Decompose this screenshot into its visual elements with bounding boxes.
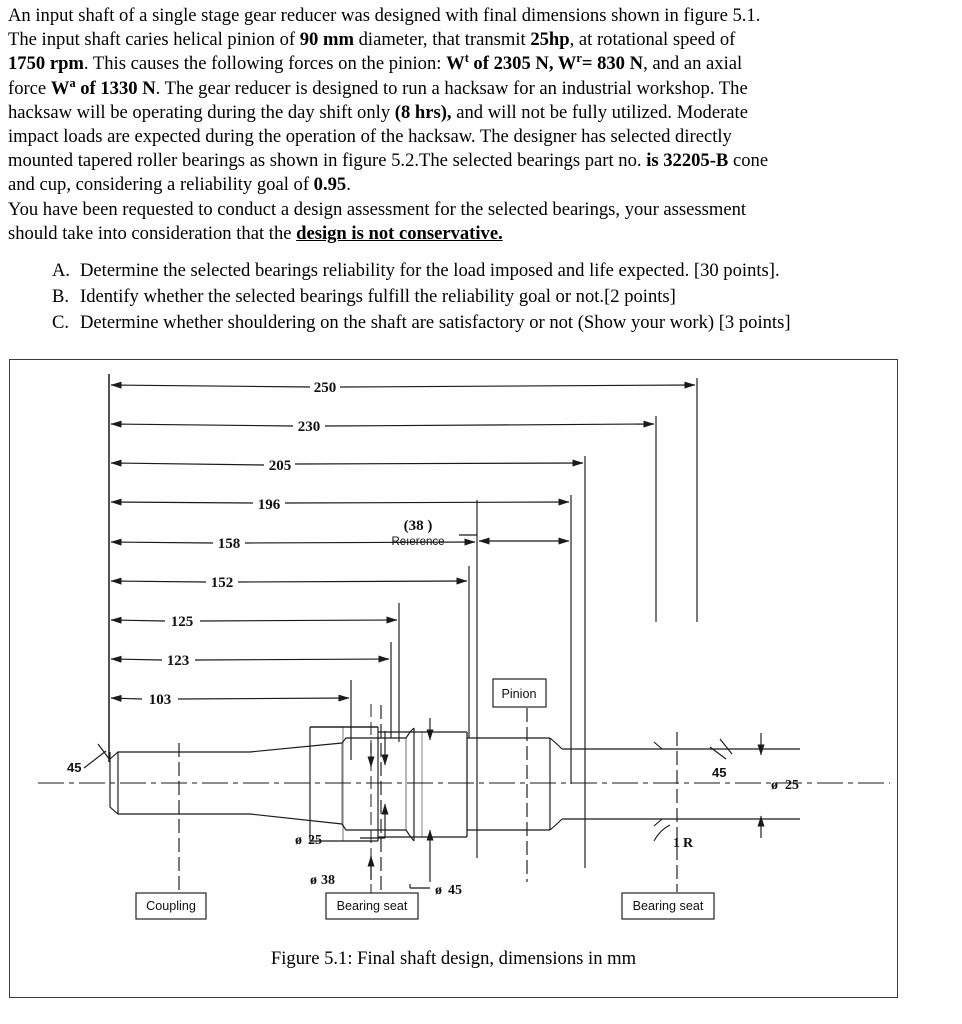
chamfer-label-right: 45	[712, 765, 727, 780]
dimline-250-right	[340, 385, 695, 387]
statement-line-c: 1750 rpm. This causes the following forces on the pinion: $W^t$ of 2305 N, $W^r= 830$ N, and an axial	[8, 51, 743, 75]
dim-label-d38: ø 38	[310, 873, 335, 888]
box-label-bearing-seat-left: Bearing seat	[336, 899, 408, 913]
dim-label-196: 196	[257, 497, 281, 513]
task-text-a: Determine the selected bearings reliability for the load imposed and life expected. [30 points].	[80, 260, 780, 281]
chamfer-leader-left	[84, 751, 106, 768]
chamfer-tick-left	[98, 744, 110, 760]
power-value: 25hp	[530, 29, 570, 51]
box-label-pinion: Pinion	[501, 687, 537, 701]
task-list	[8, 258, 954, 336]
dim-label-250: 250	[313, 380, 337, 396]
dimline-230-left	[111, 424, 293, 426]
shaft-step-up-bottom	[406, 830, 414, 841]
dim-label-158: 158	[217, 536, 241, 552]
shaft-drawing	[10, 360, 897, 997]
dimline-125-left	[111, 620, 165, 621]
statement-line-h: and cup, considering a reliability goal of 0.95.	[8, 174, 351, 196]
dimline-152-right	[238, 581, 467, 582]
shaft-right-step-bottom	[550, 819, 562, 830]
task-item-b	[8, 284, 954, 309]
shaft-seat-top	[342, 738, 406, 743]
dimline-123-left	[111, 659, 162, 660]
dim-label-125: 125	[170, 614, 194, 630]
pinion-body	[310, 727, 378, 841]
shaft-left-top-chamfer	[110, 752, 250, 759]
task-text-c: Determine whether shouldering on the shaft are satisfactory or not (Show your work) [3 points]	[80, 312, 791, 333]
chamfer-tick-right	[720, 739, 732, 754]
dim-label-103: 103	[148, 692, 172, 708]
dimline-205-right	[295, 463, 583, 464]
dimline-196-right	[285, 502, 569, 503]
chamfer-right-geom	[654, 742, 662, 749]
not-conservative-emphasis: design is not conservative.	[296, 222, 503, 244]
dimline-158-left	[111, 542, 213, 543]
dimline-103-left	[111, 698, 142, 699]
dim-label-38-reference: (38 )	[403, 518, 433, 534]
dim-label-152: 152	[210, 575, 234, 591]
axial-force-label: $W^a$ of 1330 N	[50, 75, 156, 99]
statement-line-i: You have been requested to conduct a design assessment for the selected bearings, your assessment	[8, 198, 747, 220]
box-label-coupling: Coupling	[146, 899, 196, 913]
radius-callout-1R: 1 R	[673, 836, 694, 851]
shaft-taper-top	[250, 743, 342, 752]
statement-line-b: The input shaft caries helical pinion of 90 mm diameter, that transmit 25hp, at rotational speed of	[8, 29, 736, 51]
shaft-taper-bottom	[250, 814, 342, 824]
figure-caption: Figure 5.1: Final shaft design, dimensions in mm	[270, 948, 637, 969]
dim-label-d25-right: ø 25	[771, 778, 799, 793]
dimline-103-right	[178, 698, 349, 699]
task-letter-b: B.	[52, 286, 70, 307]
statement-line-d: force $W^a$ of 1330 N. The gear reducer is designed to run a hacksaw for an industrial workshop. The	[8, 75, 748, 99]
dim-label-205: 205	[268, 458, 292, 474]
dim-label-d25-left: ø 25	[295, 833, 322, 848]
dimline-196-left	[111, 502, 253, 503]
task-item-a	[8, 258, 954, 283]
statement-line-j: should take into consideration that the design is not conservative.	[8, 222, 503, 244]
task-item-c	[8, 310, 954, 335]
radius-leader-1R	[654, 825, 670, 841]
dim-label-123: 123	[166, 653, 190, 669]
dimline-230-right	[325, 424, 654, 426]
speed-value: 1750 rpm	[8, 53, 84, 75]
dimline-205-left	[111, 463, 264, 465]
dim-note-reference: Reıerence	[391, 536, 445, 548]
statement-body	[8, 4, 954, 246]
task-text-b: Identify whether the selected bearings fulfill the reliability goal or not.[2 points]	[80, 286, 676, 307]
tangential-force-label: $W^t$ of 2305 N, $W^r= 830$ N	[446, 51, 644, 75]
figure-5-1-frame	[9, 359, 898, 998]
shaft-seat-bottom	[342, 824, 406, 830]
shaft-right-step-top	[550, 738, 562, 749]
task-letter-c: C.	[52, 312, 70, 333]
shaft-left-bottom	[110, 759, 250, 814]
statement-line-a: An input shaft of a single stage gear reducer was designed with final dimensions shown in figure 5.1.	[8, 5, 761, 26]
dim-label-d45: ø 45	[435, 883, 462, 898]
statement-line-f: impact loads are expected during the operation of the hacksaw. The designer has selected directly	[8, 126, 732, 148]
dimline-125-right	[200, 620, 397, 621]
box-label-bearing-seat-right: Bearing seat	[632, 899, 704, 913]
dim-label-230: 230	[297, 419, 321, 435]
statement-line-g: mounted tapered roller bearings as shown in figure 5.2.The selected bearings part no. is 32205-B cone	[8, 150, 769, 172]
dimline-123-right	[195, 659, 389, 660]
statement-line-e: hacksaw will be operating during the day shift only (8 hrs), and will not be fully utilized. Moderate	[8, 101, 748, 123]
shift-hours-value: (8 hrs),	[394, 101, 452, 123]
task-letter-a: A.	[52, 260, 71, 281]
chamfer-label-left: 45	[67, 760, 82, 775]
pinion-diameter-value: 90 mm	[299, 29, 354, 51]
shaft-step-up-top	[406, 728, 414, 738]
dimline-152-left	[111, 581, 206, 582]
reliability-goal-value: 0.95	[313, 174, 347, 196]
bearing-part-number: is 32205-B	[646, 150, 729, 172]
chamfer-right-geom-bottom	[654, 819, 662, 826]
dimline-250-left	[111, 385, 310, 387]
